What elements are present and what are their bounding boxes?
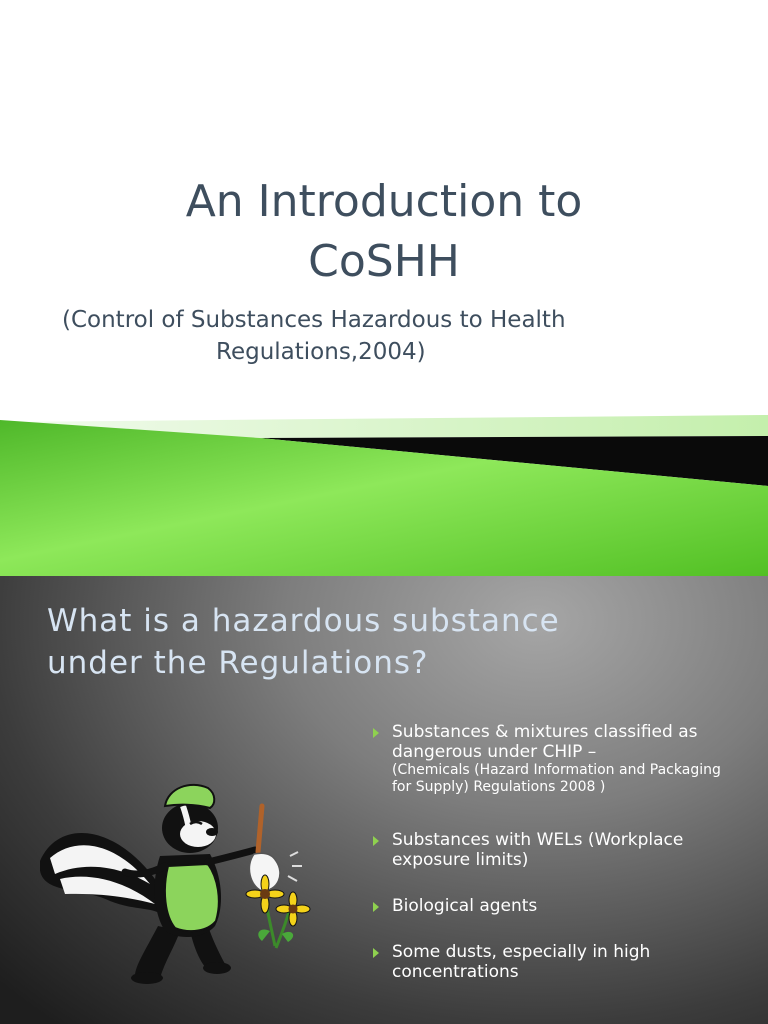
slide-title xyxy=(0,172,768,292)
bullet-text: Biological agents xyxy=(392,896,538,916)
heading-line-2: under the Regulations? xyxy=(47,645,429,681)
bullet-item xyxy=(370,830,730,870)
bullet-item xyxy=(370,722,730,796)
bullet-arrow-icon xyxy=(373,728,379,738)
bullet-arrow-icon xyxy=(373,836,379,846)
title-line-1: An Introduction to xyxy=(185,176,583,227)
subtitle-line-2: Regulations,2004) xyxy=(216,339,426,365)
bullet-arrow-icon xyxy=(373,902,379,912)
content-slide xyxy=(0,576,768,1024)
slide-heading xyxy=(47,600,747,684)
subtitle-line-1: (Control of Substances Hazardous to Health xyxy=(62,307,566,333)
bullet-arrow-icon xyxy=(373,948,379,958)
bullet-text: Substances & mixtures classified as dangerous under CHIP – xyxy=(392,722,698,762)
slide-subtitle xyxy=(0,304,768,368)
bullet-subtext: (Chemicals (Hazard Information and Packaging for Supply) Regulations 2008 ) xyxy=(392,762,721,795)
title-line-2: CoSHH xyxy=(308,236,460,287)
skunk-maid-illustration xyxy=(40,766,330,996)
bullet-list xyxy=(370,722,730,982)
heading-line-1: What is a hazardous substance xyxy=(47,603,560,639)
decorative-green-band xyxy=(0,410,768,576)
bullet-text: Substances with WELs (Workplace exposure limits) xyxy=(392,830,684,870)
bullet-item xyxy=(370,896,730,916)
bullet-text: Some dusts, especially in high concentrations xyxy=(392,942,651,982)
bullet-item xyxy=(370,942,730,982)
